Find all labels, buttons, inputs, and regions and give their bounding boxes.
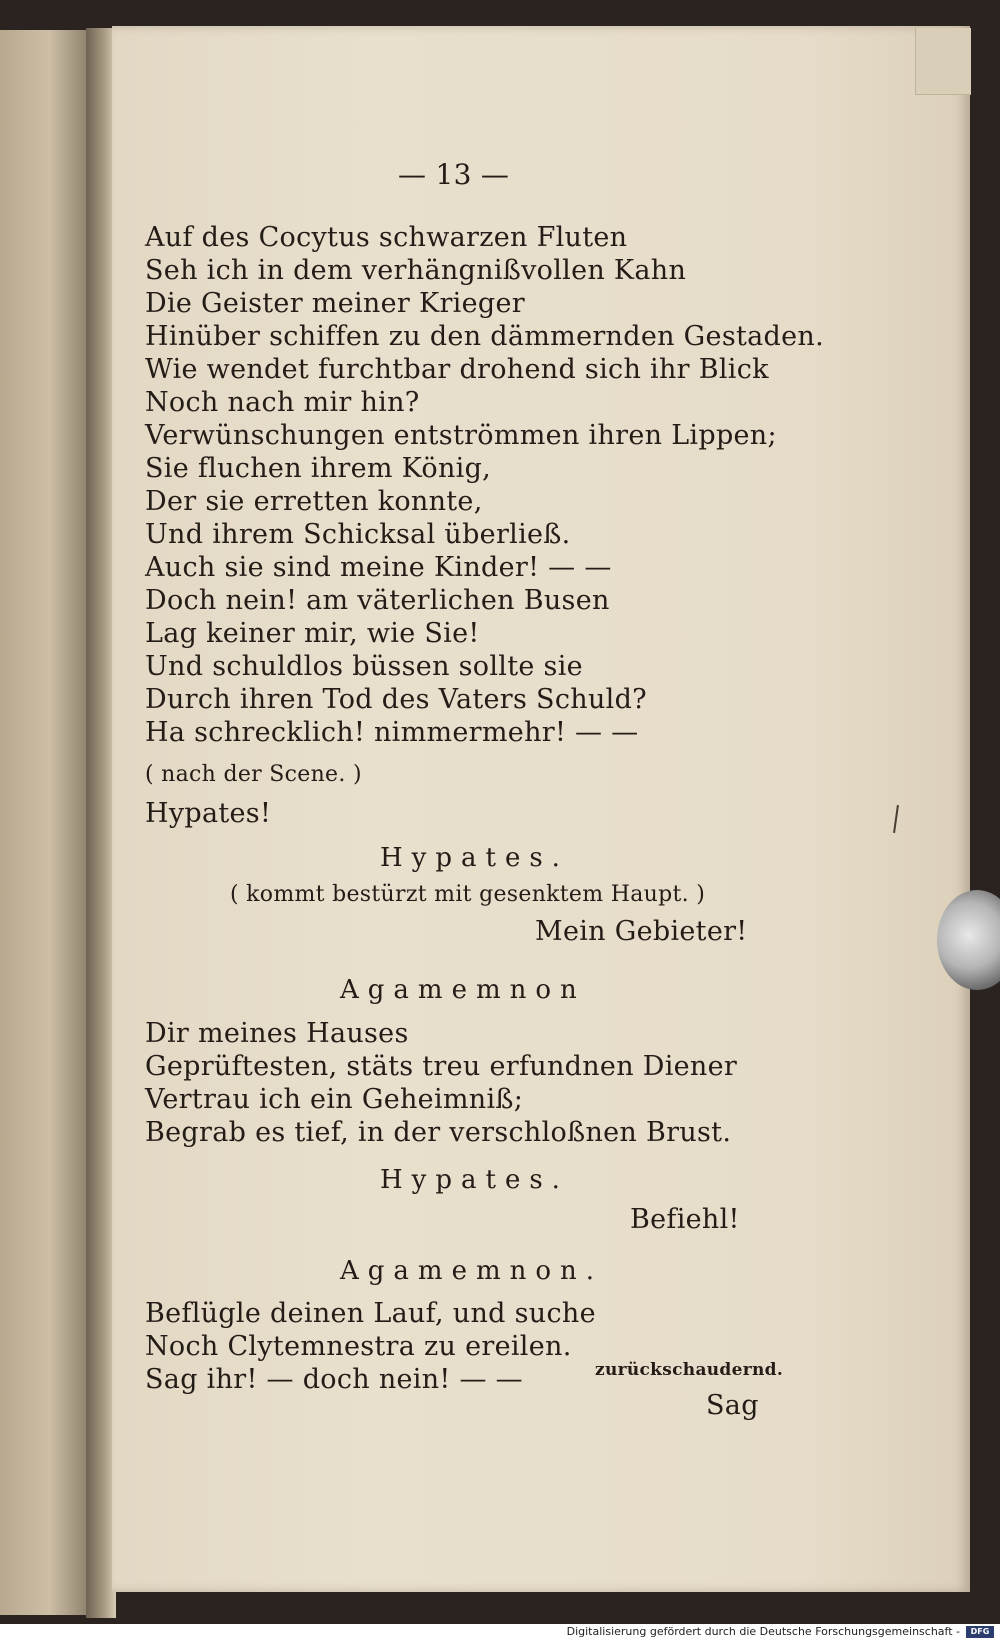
verse-line: Hinüber schiffen zu den dämmernden Gestaden. <box>145 321 824 352</box>
left-page-edge <box>0 30 90 1615</box>
verse-line: Befiehl! <box>630 1204 740 1235</box>
verse-line: Seh ich in dem verhängnißvollen Kahn <box>145 255 687 286</box>
verse-line: Dir meines Hauses <box>145 1018 409 1049</box>
verse-line: Auch sie sind meine Kinder! — — <box>145 552 612 583</box>
page-number: — 13 — <box>398 158 510 191</box>
dfg-logo-icon: DFG <box>966 1626 994 1638</box>
verse-line: Lag keiner mir, wie Sie! <box>145 618 480 649</box>
footer-credit: Digitalisierung gefördert durch die Deutsche Forschungsgemeinschaft - <box>566 1625 960 1638</box>
verse-line: Ha schrecklich! nimmermehr! — — <box>145 717 639 748</box>
verse-line: Doch nein! am väterlichen Busen <box>145 585 610 616</box>
verse-line: Die Geister meiner Krieger <box>145 288 525 319</box>
verse-line: Noch Clytemnestra zu ereilen. <box>145 1331 572 1362</box>
verse-line: Der sie erretten konnte, <box>145 486 483 517</box>
verse-line: Geprüftesten, stäts treu erfundnen Diener <box>145 1051 738 1082</box>
page-corner-tab <box>915 28 971 95</box>
stage-direction: ( kommt bestürzt mit gesenktem Haupt. ) <box>230 882 706 907</box>
speaker-name: Hypates. <box>380 1165 569 1195</box>
verse-line: Und schuldlos büssen sollte sie <box>145 651 583 682</box>
verse-line: Begrab es tief, in der verschloßnen Brust. <box>145 1117 732 1148</box>
speaker-name: Agamemnon. <box>340 1256 604 1286</box>
stage-direction: ( nach der Scene. ) <box>145 762 362 787</box>
verse-line: Mein Gebieter! <box>535 916 748 947</box>
verse-line: Hypates! <box>145 798 272 829</box>
verse-line: Auf des Cocytus schwarzen Fluten <box>145 222 628 253</box>
stage-direction: zurückschaudernd. <box>595 1360 784 1380</box>
catchword: Sag <box>706 1390 759 1421</box>
verse-line: Und ihrem Schicksal überließ. <box>145 519 571 550</box>
verse-line: Vertrau ich ein Geheimniß; <box>145 1084 524 1115</box>
verse-line: Verwünschungen entströmmen ihren Lippen; <box>145 420 777 451</box>
speaker-name: Hypates. <box>380 843 569 873</box>
verse-line: Noch nach mir hin? <box>145 387 420 418</box>
verse-line: Sag ihr! — doch nein! — — <box>145 1364 523 1395</box>
digitization-footer <box>0 1624 1000 1641</box>
verse-line: Durch ihren Tod des Vaters Schuld? <box>145 684 647 715</box>
verse-line: Beflügle deinen Lauf, und suche <box>145 1298 596 1329</box>
speaker-name: Agamemnon <box>340 975 586 1005</box>
verse-line: Sie fluchen ihrem König, <box>145 453 492 484</box>
verse-line: Wie wendet furchtbar drohend sich ihr Blick <box>145 354 769 385</box>
